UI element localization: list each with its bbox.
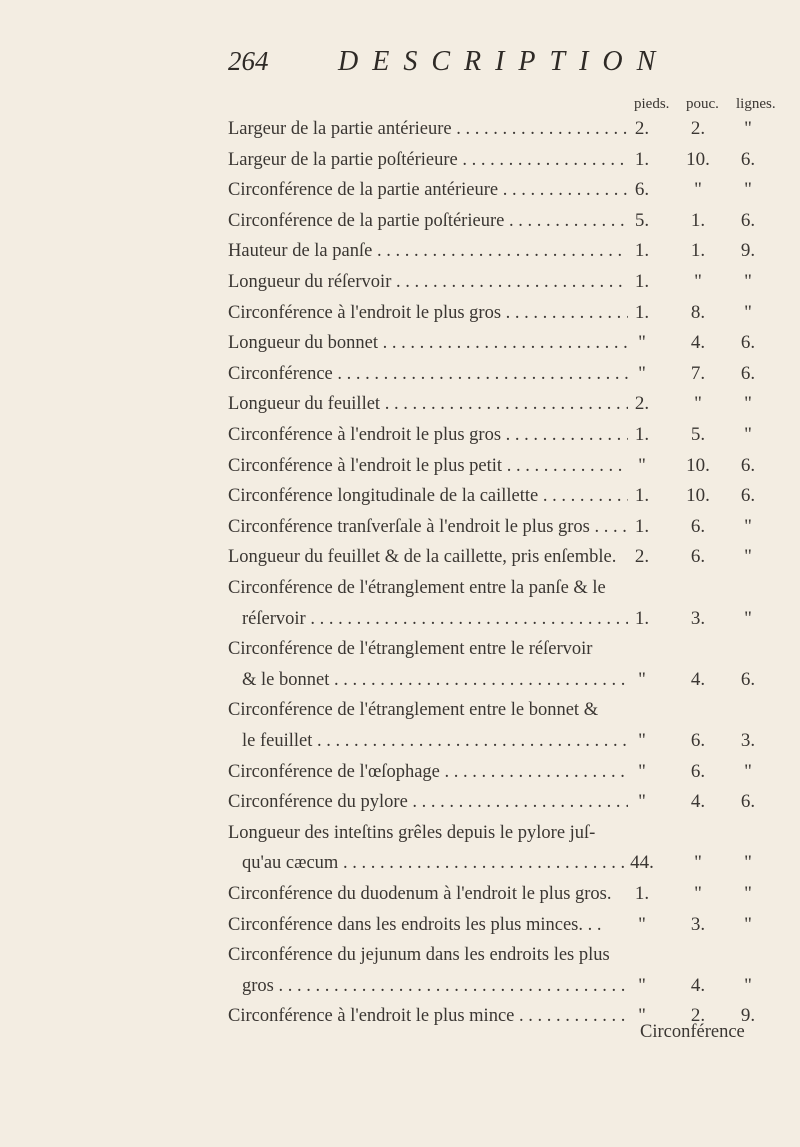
table-row	[0, 972, 800, 1000]
value-lignes: "	[744, 883, 752, 904]
table-row	[0, 146, 800, 174]
table-row	[0, 574, 800, 602]
value-lignes: "	[744, 546, 752, 568]
value-lignes: "	[744, 424, 752, 445]
value-pieds: 1.	[634, 148, 650, 170]
table-row	[0, 237, 800, 265]
table-row	[0, 299, 800, 327]
table-row	[0, 482, 800, 510]
value-pieds: "	[638, 791, 646, 813]
row-label: qu'au cæcum . . .	[242, 849, 628, 877]
row-label: Longueur du feuillet & de la caillette, pris enſemble.	[228, 547, 617, 568]
value-pouces: "	[694, 179, 702, 201]
value-pouces: 7.	[690, 362, 706, 384]
table-row	[0, 329, 800, 357]
value-pieds: 1.	[634, 883, 650, 904]
value-pouces: 6.	[690, 760, 706, 782]
row-label: Circonférence de l'œſophage . . .	[228, 758, 628, 786]
row-label: réſervoir . . .	[242, 605, 628, 633]
column-header-lignes: lignes.	[736, 96, 776, 112]
value-pouces: "	[694, 271, 702, 292]
value-pouces: 2.	[690, 1005, 706, 1027]
table-row	[0, 513, 800, 541]
value-pieds: 1.	[634, 271, 650, 292]
table-row	[0, 207, 800, 235]
value-pouces: 10.	[686, 485, 710, 507]
value-pouces: 6.	[690, 515, 706, 537]
row-label: gros . . .	[242, 972, 628, 1000]
row-label: Circonférence du pylore . . .	[228, 788, 628, 816]
value-pouces: 10.	[686, 148, 710, 170]
value-lignes: 9.	[740, 1005, 756, 1027]
value-pieds: "	[638, 730, 646, 751]
table-row	[0, 758, 800, 786]
table-row	[0, 819, 800, 847]
value-pieds: 2.	[634, 393, 650, 415]
value-pouces: 5.	[690, 424, 706, 445]
table-row	[0, 849, 800, 877]
row-label: Circonférence de l'étranglement entre le bonnet &	[228, 700, 599, 721]
value-lignes: "	[744, 118, 752, 139]
catchword: Circonférence	[640, 1022, 745, 1042]
running-title: DESCRIPTION	[338, 46, 670, 77]
row-label: Circonférence dans les endroits les plus minces. . .	[228, 914, 602, 935]
table-row	[0, 268, 800, 296]
value-pieds: 2.	[634, 546, 650, 568]
table-row	[0, 543, 800, 571]
row-label: Circonférence tranſverſale à l'endroit le plus gros . . .	[228, 513, 628, 541]
value-pieds: 6.	[634, 179, 650, 201]
row-label: Circonférence longitudinale de la caillette . . .	[228, 482, 628, 510]
value-pouces: 4.	[690, 974, 706, 996]
value-pouces: 1.	[690, 240, 706, 262]
value-pieds: "	[638, 454, 646, 476]
value-pieds: 5.	[634, 209, 650, 231]
value-pouces: "	[694, 852, 702, 874]
row-label: Longueur du feuillet . . .	[228, 390, 628, 418]
row-label: le feuillet . . .	[242, 727, 628, 755]
value-pieds: 2.	[634, 118, 650, 139]
table-row	[0, 788, 800, 816]
value-pieds: 1.	[634, 607, 650, 629]
row-label: Longueur du réſervoir . . .	[228, 268, 628, 296]
value-pouces: 3.	[690, 607, 706, 629]
value-pieds: "	[638, 668, 646, 690]
value-pouces: 1.	[690, 209, 706, 231]
value-lignes: 6.	[740, 485, 756, 507]
value-lignes: "	[744, 607, 752, 629]
table-row	[0, 727, 800, 755]
row-label: Circonférence . . .	[228, 360, 628, 388]
value-lignes: 6.	[740, 209, 756, 231]
value-pieds: 1.	[634, 424, 650, 445]
column-headers	[620, 96, 776, 116]
row-label: Circonférence à l'endroit le plus petit . . .	[228, 452, 628, 480]
row-label: Circonférence du duodenum à l'endroit le plus gros.	[228, 884, 612, 904]
value-lignes: "	[744, 179, 752, 201]
value-lignes: "	[744, 301, 752, 323]
row-label: & le bonnet . . .	[242, 666, 628, 694]
value-lignes: 6.	[740, 454, 756, 476]
row-label: Largeur de la partie antérieure . . .	[228, 115, 628, 143]
value-pouces: 4.	[690, 668, 706, 690]
value-pieds: 44.	[630, 852, 654, 874]
table-row	[0, 666, 800, 694]
value-lignes: 3.	[740, 730, 756, 751]
value-lignes: 9.	[740, 240, 756, 262]
row-label: Largeur de la partie poſtérieure . . .	[228, 146, 628, 174]
value-pouces: 3.	[690, 913, 706, 935]
row-label: Longueur des inteſtins grêles depuis le pylore juſ-	[228, 822, 596, 843]
table-row	[0, 605, 800, 633]
value-lignes: 6.	[740, 362, 756, 384]
value-lignes: "	[744, 974, 752, 996]
value-lignes: "	[744, 515, 752, 537]
value-lignes: "	[744, 271, 752, 292]
value-pieds: 1.	[634, 301, 650, 323]
table-row	[0, 911, 800, 939]
row-label: Circonférence de l'étranglement entre le réſervoir	[228, 639, 593, 660]
value-lignes: 6.	[740, 332, 756, 354]
page-header	[228, 46, 688, 90]
value-lignes: 6.	[740, 148, 756, 170]
value-pieds: 1.	[634, 485, 650, 507]
table-row	[0, 696, 800, 724]
value-pieds: 1.	[634, 240, 650, 262]
row-label: Circonférence à l'endroit le plus mince . . .	[228, 1002, 628, 1030]
row-label: Hauteur de la panſe . . .	[228, 237, 628, 265]
table-row	[0, 452, 800, 480]
value-pieds: "	[638, 362, 646, 384]
table-row	[0, 880, 800, 908]
value-lignes: 6.	[740, 791, 756, 813]
row-label: Circonférence à l'endroit le plus gros . . .	[228, 299, 628, 327]
value-pouces: 6.	[690, 546, 706, 568]
value-pieds: 1.	[634, 515, 650, 537]
value-pouces: "	[694, 883, 702, 904]
value-pouces: 4.	[690, 332, 706, 354]
table-row	[0, 360, 800, 388]
value-pieds: "	[638, 760, 646, 782]
table-row	[0, 176, 800, 204]
table-row	[0, 941, 800, 969]
row-label: Circonférence de la partie poſtérieure . . .	[228, 207, 628, 235]
value-pieds: "	[638, 974, 646, 996]
value-pieds: "	[638, 332, 646, 354]
row-label: Circonférence de l'étranglement entre la panſe & le	[228, 578, 606, 598]
value-lignes: "	[744, 913, 752, 935]
value-pieds: "	[638, 1005, 646, 1027]
column-header-pouces: pouc.	[686, 96, 719, 112]
row-label: Longueur du bonnet . . .	[228, 329, 628, 357]
row-label: Circonférence à l'endroit le plus gros . . .	[228, 421, 628, 449]
table-row	[0, 421, 800, 449]
value-lignes: 6.	[740, 668, 756, 690]
table-row	[0, 390, 800, 418]
value-pieds: "	[638, 913, 646, 935]
page-number: 264	[228, 46, 269, 76]
value-pouces: "	[694, 393, 702, 415]
value-pouces: 2.	[690, 118, 706, 139]
table-row	[0, 115, 800, 143]
column-header-pieds: pieds.	[634, 96, 670, 112]
value-pouces: 8.	[690, 301, 706, 323]
table-row	[0, 635, 800, 663]
row-label: Circonférence du jejunum dans les endroits les plus	[228, 945, 610, 966]
value-lignes: "	[744, 393, 752, 415]
value-pouces: 6.	[690, 730, 706, 751]
row-label: Circonférence de la partie antérieure . . .	[228, 176, 628, 204]
value-lignes: "	[744, 852, 752, 874]
value-pouces: 4.	[690, 791, 706, 813]
value-lignes: "	[744, 760, 752, 782]
value-pouces: 10.	[686, 454, 710, 476]
